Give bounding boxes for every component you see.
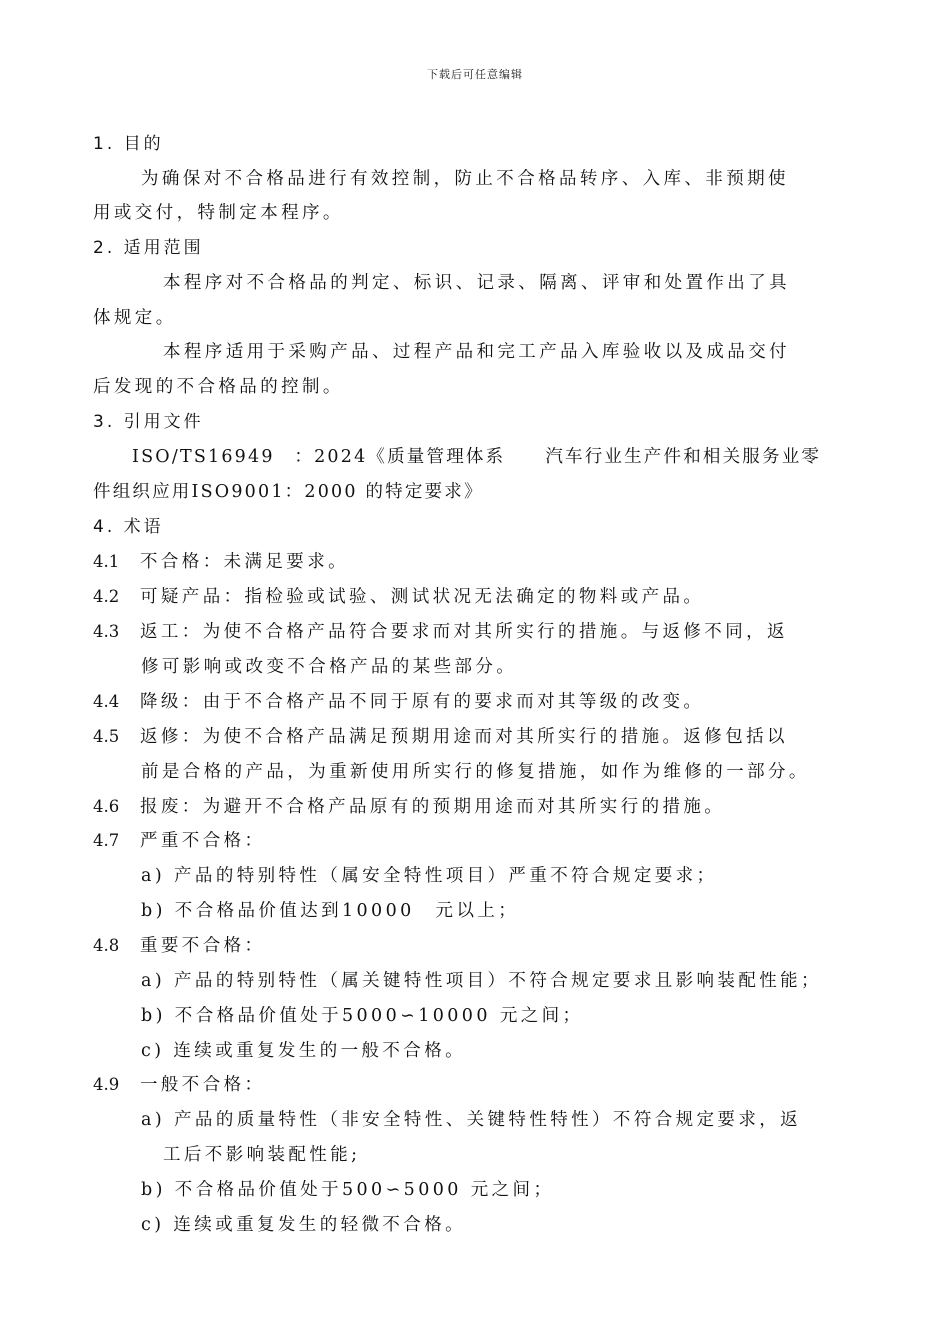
s3-reference-right: 汽车行业生产件和相关服务业零 — [545, 447, 822, 467]
term-number: 4.3 — [93, 622, 120, 641]
page-header: 下载后可任意编辑 — [427, 68, 523, 81]
term-4-9-c: c) 连续或重复发生的轻微不合格。 — [141, 1215, 466, 1235]
term-text: 一般不合格： — [140, 1075, 266, 1095]
term-4-7 — [93, 829, 265, 853]
s2-paragraph-line: 后发现的不合格品的控制。 — [93, 377, 344, 397]
term-number: 4.6 — [93, 797, 120, 816]
s3-reference-line — [132, 445, 821, 469]
s2-paragraph-line: 体规定。 — [93, 308, 177, 328]
term-4-9-b: b) 不合格品价值处于500∽5000 元之间； — [141, 1180, 555, 1200]
term-text: 返修：为使不合格产品满足预期用途而对其所实行的措施。返修包括以 — [140, 727, 788, 747]
term-4-1 — [93, 550, 349, 574]
term-4-9-a-cont: 工后不影响装配性能; — [163, 1145, 361, 1165]
s2-paragraph-line: 本程序对不合格品的判定、标识、记录、隔离、评审和处置作出了具 — [163, 273, 790, 293]
term-number: 4.7 — [93, 831, 120, 850]
term-number: 4.9 — [93, 1075, 120, 1094]
term-4-6 — [93, 795, 725, 819]
section-4-title: 4. 术语 — [93, 517, 164, 537]
term-number: 4.1 — [93, 552, 120, 571]
s3-reference-line: 件组织应用ISO9001：2000 的特定要求》 — [93, 482, 484, 502]
term-4-3-cont: 修可影响或改变不合格产品的某些部分。 — [141, 657, 518, 677]
term-4-8-c: c) 连续或重复发生的一般不合格。 — [141, 1041, 466, 1061]
s2-paragraph-line: 本程序适用于采购产品、过程产品和完工产品入库验收以及成品交付 — [163, 342, 790, 362]
term-text: 可疑产品：指检验或试验、测试状况无法确定的物料或产品。 — [140, 587, 705, 607]
term-4-9 — [93, 1073, 265, 1097]
term-4-3 — [93, 620, 788, 644]
term-4-8-a: a) 产品的特别特性（属关键特性项目）不符合规定要求且影响装配性能； — [141, 971, 822, 991]
term-4-5-cont: 前是合格的产品，为重新使用所实行的修复措施，如作为维修的一部分。 — [141, 762, 810, 782]
term-number: 4.2 — [93, 587, 120, 606]
term-text: 降级：由于不合格产品不同于原有的要求而对其等级的改变。 — [140, 692, 705, 712]
term-number: 4.4 — [93, 692, 120, 711]
section-3-title: 3. 引用文件 — [93, 412, 204, 432]
term-text: 严重不合格： — [140, 831, 266, 851]
s1-paragraph-line: 用或交付，特制定本程序。 — [93, 203, 344, 223]
term-number: 4.8 — [93, 936, 120, 955]
term-4-5 — [93, 725, 788, 749]
section-2-title: 2. 适用范围 — [93, 238, 204, 258]
term-4-7-b: b) 不合格品价值达到10000 元以上； — [141, 901, 520, 921]
term-4-8 — [93, 934, 265, 958]
term-4-2 — [93, 585, 704, 609]
term-4-9-a: a) 产品的质量特性（非安全特性、关键特性特性）不符合规定要求，返 — [141, 1110, 802, 1130]
term-4-8-b: b) 不合格品价值处于5000∽10000 元之间； — [141, 1006, 584, 1026]
term-4-4 — [93, 690, 704, 714]
s1-paragraph-line: 为确保对不合格品进行有效控制，防止不合格品转序、入库、非预期使 — [141, 169, 789, 189]
section-1-title: 1. 目的 — [93, 134, 164, 154]
term-text: 返工：为使不合格产品符合要求而对其所实行的措施。与返修不同，返 — [140, 622, 788, 642]
term-number: 4.5 — [93, 727, 120, 746]
term-text: 报废：为避开不合格产品原有的预期用途而对其所实行的措施。 — [140, 797, 726, 817]
s3-reference-left: ISO/TS16949 ：2024《质量管理体系 — [132, 447, 506, 467]
term-text: 不合格：未满足要求。 — [140, 552, 349, 572]
term-4-7-a: a) 产品的特别特性（属安全特性项目）严重不符合规定要求； — [141, 866, 718, 886]
term-text: 重要不合格： — [140, 936, 266, 956]
